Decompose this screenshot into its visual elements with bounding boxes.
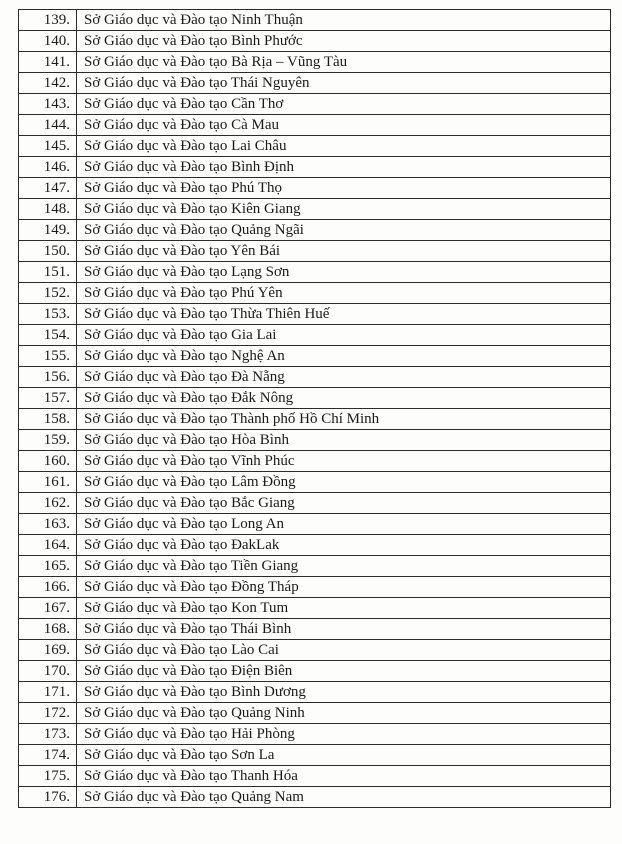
row-number: 168. (19, 619, 77, 640)
table-row (19, 598, 611, 619)
table-row (19, 346, 611, 367)
row-number: 164. (19, 535, 77, 556)
table-row (19, 514, 611, 535)
table-row (19, 283, 611, 304)
row-number: 155. (19, 346, 77, 367)
table-row (19, 10, 611, 31)
department-name: Sở Giáo dục và Đào tạo Lâm Đồng (77, 472, 611, 493)
row-number: 160. (19, 451, 77, 472)
row-number: 145. (19, 136, 77, 157)
row-number: 163. (19, 514, 77, 535)
department-name: Sở Giáo dục và Đào tạo Bình Phước (77, 31, 611, 52)
department-name: Sở Giáo dục và Đào tạo Quảng Ngãi (77, 220, 611, 241)
department-name: Sở Giáo dục và Đào tạo Quảng Nam (77, 787, 611, 808)
department-name: Sở Giáo dục và Đào tạo Ninh Thuận (77, 10, 611, 31)
department-name: Sở Giáo dục và Đào tạo Thanh Hóa (77, 766, 611, 787)
table-row (19, 766, 611, 787)
table-row (19, 115, 611, 136)
row-number: 143. (19, 94, 77, 115)
row-number: 140. (19, 31, 77, 52)
row-number: 157. (19, 388, 77, 409)
department-name: Sở Giáo dục và Đào tạo Điện Biên (77, 661, 611, 682)
department-name: Sở Giáo dục và Đào tạo Thừa Thiên Huế (77, 304, 611, 325)
department-name: Sở Giáo dục và Đào tạo Vĩnh Phúc (77, 451, 611, 472)
table-row (19, 304, 611, 325)
table-row (19, 409, 611, 430)
department-name: Sở Giáo dục và Đào tạo Tiền Giang (77, 556, 611, 577)
department-name: Sở Giáo dục và Đào tạo Lào Cai (77, 640, 611, 661)
table-row (19, 157, 611, 178)
department-name: Sở Giáo dục và Đào tạo Phú Yên (77, 283, 611, 304)
table-row (19, 451, 611, 472)
department-name: Sở Giáo dục và Đào tạo Đồng Tháp (77, 577, 611, 598)
row-number: 166. (19, 577, 77, 598)
row-number: 149. (19, 220, 77, 241)
table-row (19, 619, 611, 640)
row-number: 173. (19, 724, 77, 745)
row-number: 154. (19, 325, 77, 346)
table-row (19, 430, 611, 451)
department-name: Sở Giáo dục và Đào tạo ĐakLak (77, 535, 611, 556)
department-name: Sở Giáo dục và Đào tạo Kiên Giang (77, 199, 611, 220)
table-row (19, 556, 611, 577)
table-row (19, 52, 611, 73)
department-name: Sở Giáo dục và Đào tạo Yên Bái (77, 241, 611, 262)
department-name: Sở Giáo dục và Đào tạo Long An (77, 514, 611, 535)
row-number: 150. (19, 241, 77, 262)
row-number: 169. (19, 640, 77, 661)
department-name: Sở Giáo dục và Đào tạo Hải Phòng (77, 724, 611, 745)
table-row (19, 136, 611, 157)
table-row (19, 73, 611, 94)
table-row (19, 262, 611, 283)
department-name: Sở Giáo dục và Đào tạo Đắk Nông (77, 388, 611, 409)
row-number: 172. (19, 703, 77, 724)
department-name: Sở Giáo dục và Đào tạo Hòa Bình (77, 430, 611, 451)
table-row (19, 724, 611, 745)
row-number: 148. (19, 199, 77, 220)
table-row (19, 199, 611, 220)
department-name: Sở Giáo dục và Đào tạo Bà Rịa – Vũng Tàu (77, 52, 611, 73)
table-row (19, 31, 611, 52)
department-name: Sở Giáo dục và Đào tạo Sơn La (77, 745, 611, 766)
row-number: 152. (19, 283, 77, 304)
table-row (19, 367, 611, 388)
row-number: 153. (19, 304, 77, 325)
department-name: Sở Giáo dục và Đào tạo Thái Nguyên (77, 73, 611, 94)
row-number: 151. (19, 262, 77, 283)
row-number: 147. (19, 178, 77, 199)
table-row (19, 703, 611, 724)
table-row (19, 577, 611, 598)
table-row (19, 787, 611, 808)
table-row (19, 493, 611, 514)
table-row (19, 94, 611, 115)
department-name: Sở Giáo dục và Đào tạo Quảng Ninh (77, 703, 611, 724)
row-number: 139. (19, 10, 77, 31)
department-name: Sở Giáo dục và Đào tạo Cà Mau (77, 115, 611, 136)
department-name: Sở Giáo dục và Đào tạo Nghệ An (77, 346, 611, 367)
row-number: 156. (19, 367, 77, 388)
department-name: Sở Giáo dục và Đào tạo Gia Lai (77, 325, 611, 346)
department-name: Sở Giáo dục và Đào tạo Đà Nẵng (77, 367, 611, 388)
row-number: 146. (19, 157, 77, 178)
department-name: Sở Giáo dục và Đào tạo Cần Thơ (77, 94, 611, 115)
row-number: 159. (19, 430, 77, 451)
department-name: Sở Giáo dục và Đào tạo Lai Châu (77, 136, 611, 157)
department-name: Sở Giáo dục và Đào tạo Bình Dương (77, 682, 611, 703)
table-row (19, 640, 611, 661)
row-number: 141. (19, 52, 77, 73)
table-row (19, 535, 611, 556)
table-row (19, 325, 611, 346)
row-number: 167. (19, 598, 77, 619)
row-number: 170. (19, 661, 77, 682)
row-number: 165. (19, 556, 77, 577)
table-row (19, 745, 611, 766)
department-list-table (18, 9, 611, 808)
department-name: Sở Giáo dục và Đào tạo Lạng Sơn (77, 262, 611, 283)
row-number: 171. (19, 682, 77, 703)
department-name: Sở Giáo dục và Đào tạo Bắc Giang (77, 493, 611, 514)
table-row (19, 682, 611, 703)
department-name: Sở Giáo dục và Đào tạo Thành phố Hồ Chí Minh (77, 409, 611, 430)
department-name: Sở Giáo dục và Đào tạo Phú Thọ (77, 178, 611, 199)
department-name: Sở Giáo dục và Đào tạo Bình Định (77, 157, 611, 178)
department-name: Sở Giáo dục và Đào tạo Thái Bình (77, 619, 611, 640)
table-row (19, 388, 611, 409)
row-number: 158. (19, 409, 77, 430)
row-number: 144. (19, 115, 77, 136)
row-number: 161. (19, 472, 77, 493)
department-name: Sở Giáo dục và Đào tạo Kon Tum (77, 598, 611, 619)
row-number: 175. (19, 766, 77, 787)
table-row (19, 241, 611, 262)
row-number: 162. (19, 493, 77, 514)
table-row (19, 661, 611, 682)
table-row (19, 220, 611, 241)
row-number: 142. (19, 73, 77, 94)
table-body (19, 10, 611, 808)
table-row (19, 178, 611, 199)
row-number: 176. (19, 787, 77, 808)
row-number: 174. (19, 745, 77, 766)
table-row (19, 472, 611, 493)
